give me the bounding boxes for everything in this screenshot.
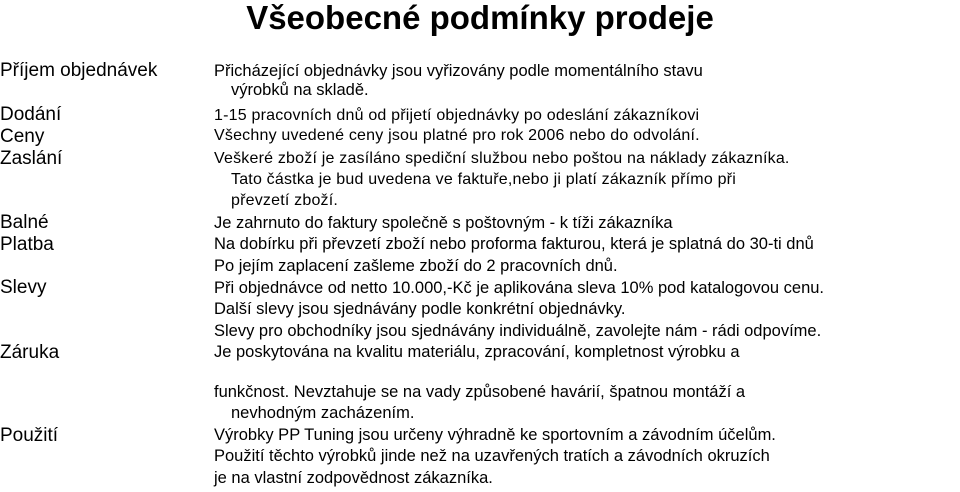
zaslani-line-3: převzetí zboží. [231,192,339,209]
label-zaruka: Záruka [0,342,60,363]
prijem-line-2: výrobků na skladě. [231,81,369,99]
pouziti-line-2: Použití těchto výrobků jinde než na uzavřených tratích a závodních okruzích [214,447,770,465]
label-dodani: Dodání [0,104,62,125]
label-pouziti: Použití [0,425,59,446]
pouziti-line-1: Výrobky PP Tuning jsou určeny výhradně ke sportovním a závodním účelům. [214,426,776,444]
page-title: Všeobecné podmínky prodeje [246,0,714,36]
label-slevy: Slevy [0,277,47,298]
label-platba: Platba [0,234,54,255]
ceny-line-1: Všechny uvedené ceny jsou platné pro rok 2006 nebo do odvolání. [214,127,700,144]
label-zaslani: Zaslání [0,148,63,169]
slevy-line-2: Další slevy jsou sjednávány podle konkrétní objednávky. [214,300,626,318]
label-ceny: Ceny [0,126,45,147]
zaruka-line-1: Je poskytována na kvalitu materiálu, zpracování, kompletnost výrobku a [214,343,740,361]
prijem-line-1: Přicházející objednávky jsou vyřizovány podle momentálního stavu [214,62,703,80]
platba-line-2: Po jejím zaplacení zašleme zboží do 2 pracovních dnů. [214,257,618,275]
zaslani-line-1: Veškeré zboží je zasíláno spediční službou nebo poštou na náklady zákazníka. [214,150,790,167]
zaslani-line-2: Tato částka je bud uvedena ve faktuře,nebo ji platí zákazník přímo při [231,171,736,188]
label-balne: Balné [0,212,49,233]
pouziti-line-3: je na vlastní zodpovědnost zákazníka. [214,469,493,487]
platba-line-1: Na dobírku při převzetí zboží nebo proforma fakturou, která je splatná do 30-ti dnů [214,235,814,253]
zaruka-line-2: funkčnost. Nevztahuje se na vady způsobené havárií, špatnou montáží a [214,383,746,401]
slevy-line-1: Při objednávce od netto 10.000,-Kč je aplikována sleva 10% pod katalogovou cenu. [214,279,825,297]
balne-line-1: Je zahrnuto do faktury společně s poštovným - k tíži zákazníka [214,214,673,232]
label-prijem-objednavek: Příjem objednávek [0,60,158,81]
dodani-line-1: 1-15 pracovních dnů od přijetí objednávky po odeslání zákazníkovi [214,107,700,124]
slevy-line-3: Slevy pro obchodníky jsou sjednávány individuálně, zavolejte nám - rádi odpovíme. [214,322,822,340]
zaruka-line-3: nevhodným zacházením. [231,404,415,422]
